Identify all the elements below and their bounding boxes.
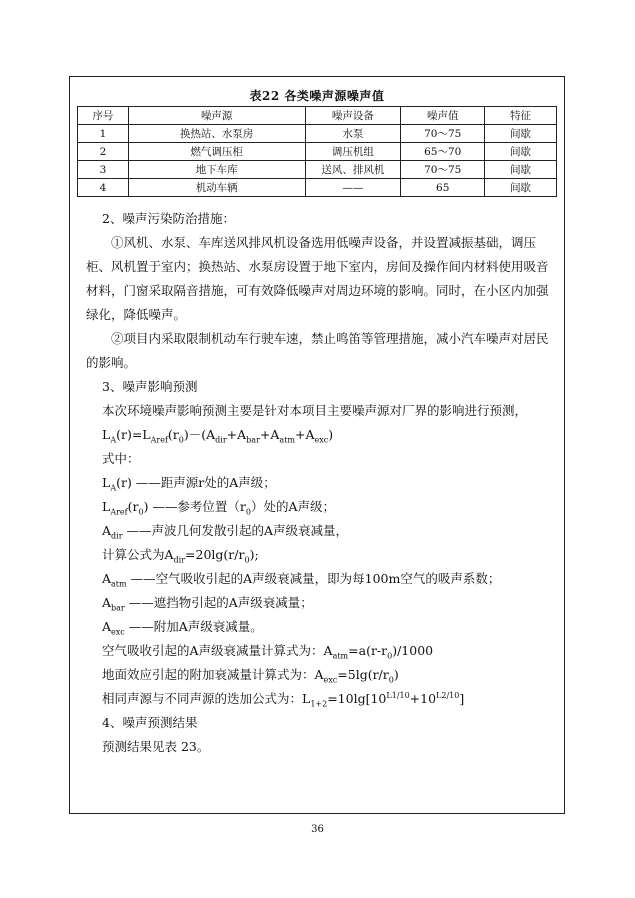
formula-aatm: 空气吸收引起的A声级衰减量计算式为：$A_{atm}=a(r-r_0)/1000$ (102, 643, 434, 661)
section-heading-2: 2、噪声污染防治措施： (102, 211, 235, 226)
paragraph-prediction-intro: 本次环境噪声影响预测主要是针对本项目主要噪声源对厂界的影响进行预测， (102, 403, 528, 418)
section-heading-3: 3、噪声影响预测 (102, 379, 198, 394)
definition-la: $L_A(r)$ ——距声源r处的A声级； (102, 475, 276, 493)
definition-laref: $L_{Aref}(r_0)$ ——参考位置$(r_0)$处的A声级； (102, 499, 336, 517)
paragraph-results: 预测结果见表 23。 (102, 739, 210, 754)
header-equipment: 噪声设备 (305, 107, 401, 125)
header-feature: 特征 (485, 107, 557, 125)
header-index: 序号 (78, 107, 129, 125)
section-heading-4: 4、噪声预测结果 (102, 715, 198, 730)
noise-source-table (77, 106, 557, 197)
where-label: 式中： (102, 451, 140, 466)
body-text (86, 207, 556, 759)
definition-aexc: $A_{exc}$ ——附加A声级衰减量。 (102, 619, 263, 637)
cell: 间歇 (485, 161, 557, 179)
cell: 调压机组 (305, 143, 401, 161)
cell: 65 (401, 179, 485, 197)
cell: 地下车库 (128, 161, 305, 179)
cell: 间歇 (485, 143, 557, 161)
paragraph-measures-2: ②项目内采取限制机动车行驶车速，禁止鸣笛等管理措施，减小汽车噪声对居民的影响。 (86, 331, 549, 370)
cell: 4 (78, 179, 129, 197)
page-frame (69, 76, 565, 814)
paragraph-measures-1: ①风机、水泵、车库送风排风机设备选用低噪声设备，并设置减振基础，调压柜、风机置于室内；换热站、水泵房设置于地下室内，房间及操作间内材料使用吸音材料，门窗采取隔音措施，可有效降低噪声对周边环境的影响。同时，在小区内加强绿化，降低噪声。 (86, 235, 549, 322)
page-number: 36 (311, 824, 324, 835)
table-row (78, 125, 557, 143)
cell: 燃气调压柜 (128, 143, 305, 161)
cell: 65～70 (401, 143, 485, 161)
table-row (78, 179, 557, 197)
formula-adir: 计算公式为$A_{dir}=20\lg(r/r_0)$; (102, 547, 259, 565)
cell: 水泵 (305, 125, 401, 143)
cell: 70～75 (401, 125, 485, 143)
header-source: 噪声源 (128, 107, 305, 125)
cell: 间歇 (485, 125, 557, 143)
cell: 送风、排风机 (305, 161, 401, 179)
header-value: 噪声值 (401, 107, 485, 125)
table-header-row (78, 107, 557, 125)
cell: 间歇 (485, 179, 557, 197)
cell: —— (305, 179, 401, 197)
cell: 3 (78, 161, 129, 179)
definition-abar: $A_{bar}$ ——遮挡物引起的A声级衰减量； (102, 595, 313, 613)
table-row (78, 161, 557, 179)
formula-main: $L_A(r)=L_{Aref}(r_0)-(A_{dir}+A_{bar}+A_{atm}+A_{exc})$ (102, 427, 334, 445)
cell: 1 (78, 125, 129, 143)
cell: 机动车辆 (128, 179, 305, 197)
table-row (78, 143, 557, 161)
formula-aexc: 地面效应引起的附加衰减量计算式为：$A_{exc}=5\lg(r/r_0)$ (102, 667, 399, 685)
cell: 70～75 (401, 161, 485, 179)
cell: 2 (78, 143, 129, 161)
formula-superposition: 相同声源与不同声源的迭加公式为：$L_{1+2}=10\lg[10^{L1/10}+10^{L2/10}]$ (102, 690, 465, 709)
definition-adir: $A_{dir}$ ——声波几何发散引起的A声级衰减量， (102, 523, 349, 541)
table-title: 表22 各类噪声源噪声值 (249, 89, 385, 103)
cell: 换热站、水泵房 (128, 125, 305, 143)
definition-aatm: $A_{atm}$ ——空气吸收引起的A声级衰减量，即为每100m空气的吸声系数； (102, 571, 501, 589)
